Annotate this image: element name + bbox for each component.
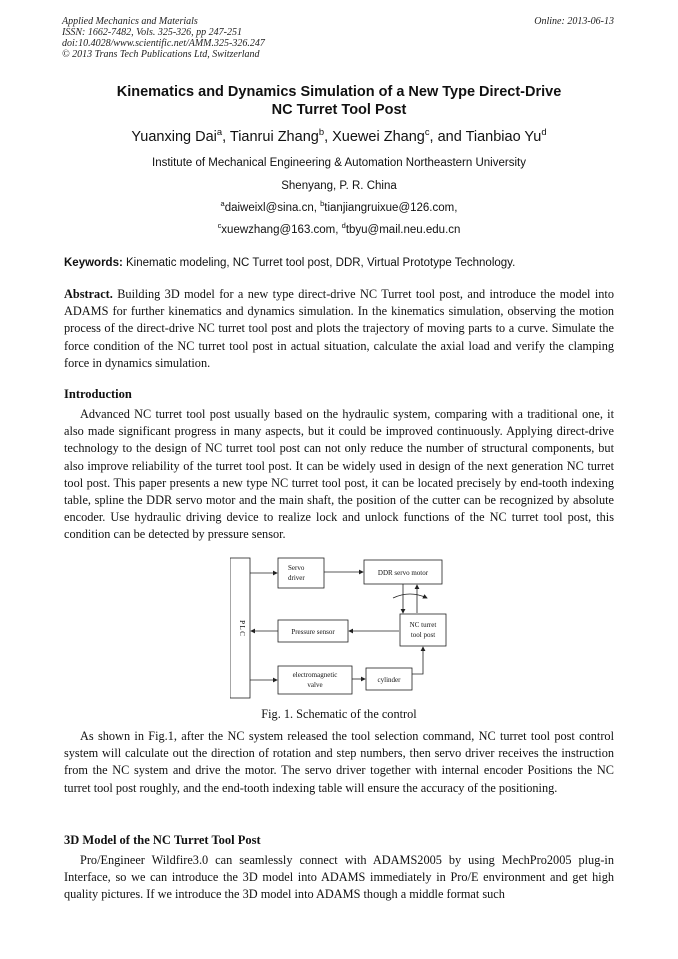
section-3d-paragraph-1: Pro/Engineer Wildfire3.0 can seamlessly connect with ADAMS2005 by using MechPro2005 plug-in Interface, so we can introduce the 3D model into ADAMS immediately in Pro/E environment and get high quality pictures. If we introduce the 3D model into ADAMS though a middle format such	[64, 853, 614, 902]
author-name: Xuewei Zhang	[332, 129, 425, 145]
intro-paragraph-2: As shown in Fig.1, after the NC system released the tool selection command, NC turret tool post control system will calculate out the direction of rotation and step numbers, then servo driver receives the instruction from the NC system and drive the motor. The servo driver together with internal encoder Positions the NC turret tool post roughly, and the end-tooth indexing table will ensure the accuracy of the positioning.	[64, 729, 614, 795]
turret-label-2: tool post	[410, 631, 436, 639]
pressure-sensor-label: Pressure sensor	[291, 628, 335, 636]
affiliation-institute: Institute of Mechanical Engineering & Automation Northeastern University	[152, 157, 526, 169]
keywords-text: Kinematic modeling, NC Turret tool post, DDR, Virtual Prototype Technology.	[126, 257, 516, 269]
valve-label-2: valve	[307, 681, 323, 689]
abstract	[64, 286, 614, 372]
figure-control-schematic	[230, 556, 460, 702]
title-line-2: NC Turret Tool Post	[271, 102, 407, 118]
servo-driver-block	[278, 558, 324, 588]
abstract-text: Building 3D model for a new type direct-drive NC Turret tool post, and introduce the model into ADAMS for further kinematics and dynamics simulation. In the kinematics simulation, observing the motion process of the direct-drive NC turret tool post and plots the trajectory of moving parts to a curve. Simulate the force condition of the NC turret tool post in actual situation, calculate the axial load and verify the clamping force in dynamics simulation.	[64, 287, 614, 370]
journal-name: Applied Mechanics and Materials	[62, 16, 198, 27]
email-sup: a	[220, 199, 225, 209]
author-sup: c	[424, 126, 430, 138]
servo-driver-label-1: Servo	[288, 564, 305, 572]
section-3d-heading: 3D Model of the NC Turret Tool Post	[64, 833, 261, 847]
email-line-2: $^c$xuewzhang@163.com, $^d$tbyu@mail.neu.edu.cn	[217, 221, 461, 236]
plc-label: P L C	[238, 620, 246, 636]
title-line-1: Kinematics and Dynamics Simulation of a New Type Direct-Drive	[116, 84, 562, 100]
email-link[interactable]: xuewzhang@163.com	[221, 224, 336, 236]
journal-copyright: © 2013 Trans Tech Publications Ltd, Switzerland	[62, 49, 260, 60]
author-sup: b	[318, 126, 325, 138]
turret-label-1: NC turret	[409, 621, 437, 629]
turret-block	[400, 614, 446, 646]
email-line-1: $^a$daiweixl@sina.cn, $^b$tianjiangruixue@126.com,	[220, 199, 458, 214]
journal-issn: ISSN: 1662-7482, Vols. 325-326, pp 247-251	[62, 27, 242, 38]
email-link[interactable]: tbyu@mail.neu.edu.cn	[345, 224, 461, 236]
schematic-diagram	[230, 556, 460, 702]
rotation-arc	[393, 594, 427, 598]
online-date: Online: 2013-06-13	[534, 16, 614, 27]
keywords	[64, 257, 614, 269]
email-sup: b	[320, 199, 325, 209]
email-link[interactable]: daiweixl@sina.cn	[224, 202, 314, 214]
journal-doi[interactable]: doi:10.4028/www.scientific.net/AMM.325-326.247	[62, 38, 265, 49]
abstract-label: Abstract.	[64, 287, 113, 301]
arrow-cylinder-turret	[412, 647, 423, 674]
intro-paragraph-1: Advanced NC turret tool post usually based on the hydraulic system, comparing with a traditional one, it also made significant progress in many aspects, but it could be improved continuously. Applying direct-drive technology to the design of NC turret tool post can not only reduce the number of structural components, but also improve reliability of the turret tool post. It can be widely used in design of the next generation NC turret tool post. This paper presents a new type NC turret tool post, it can be located precisely by end-tooth indexing table, spline the DDR servo motor and the main shaft, the position of the cutter can be recognized by absolute encoder. Use hydraulic driving device to realize lock and unlock functions of the NC turret tool post, this condition can be detected by pressure sensor.	[64, 407, 614, 542]
author-name: Yuanxing Dai	[131, 129, 217, 145]
keywords-label: Keywords:	[64, 257, 123, 269]
valve-label-1: electromagnetic	[292, 671, 338, 679]
figure-caption: Fig. 1. Schematic of the control	[261, 707, 417, 721]
author-sup: a	[216, 126, 223, 138]
author-name: Tianrui Zhang	[229, 129, 319, 145]
email-link[interactable]: tianjiangruixue@126.com	[324, 202, 455, 214]
cylinder-label: cylinder	[377, 676, 401, 684]
email-sup: c	[217, 221, 222, 231]
journal-header	[62, 16, 265, 60]
ddr-motor-label: DDR servo motor	[377, 569, 429, 577]
intro-heading: Introduction	[64, 387, 132, 401]
author-sup: d	[541, 126, 547, 138]
servo-driver-label-2: driver	[288, 574, 305, 582]
author-name: Tianbiao Yu	[465, 129, 542, 145]
author-list: Yuanxing Dai$^a$, Tianrui Zhang$^b$, Xuewei Zhang$^c$, and Tianbiao Yu$^d$	[131, 126, 547, 145]
affiliation-city: Shenyang, P. R. China	[281, 180, 397, 192]
email-sup: d	[341, 221, 346, 231]
paper-title	[64, 83, 614, 119]
